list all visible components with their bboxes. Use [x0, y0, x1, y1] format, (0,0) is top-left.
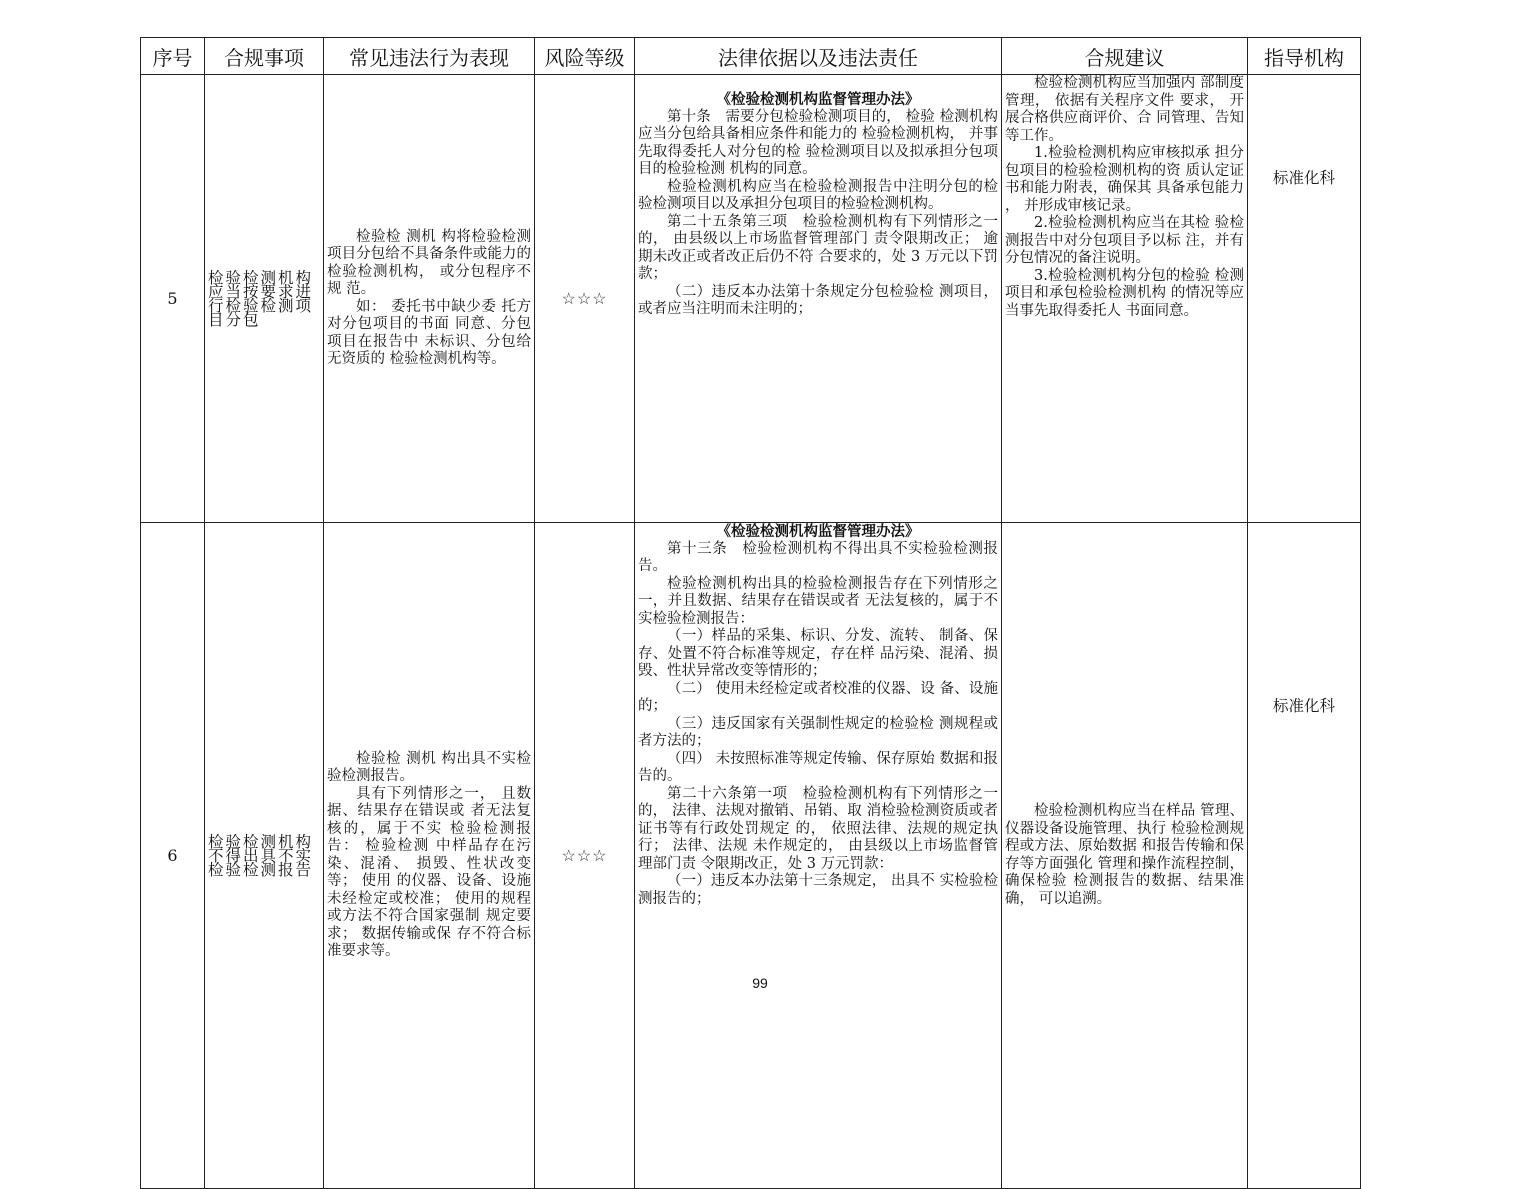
law-paragraph: （三）违反国家有关强制性规定的检验检 测规程或者方法的； — [638, 715, 998, 749]
compliance-suggestion-cell — [1002, 523, 1248, 1189]
legal-basis-cell — [635, 75, 1002, 523]
header-risk: 风险等级 — [535, 38, 635, 75]
law-paragraph: 检验检测机构应当在检验检测报告中注明分包的检验检测项目以及承担分包项目的检验检测机构。 — [638, 178, 998, 212]
violation-behavior-cell — [324, 75, 535, 523]
law-paragraph: 第十三条 检验检测机构不得出具不实检验检测报告。 — [638, 540, 998, 574]
row-number: 5 — [141, 75, 205, 523]
behavior-paragraph: 具有下列情形之一， 且数据、结果存在错误或 者无法复核的，属于不实 检验检测报告： 检验检测 中样品存在污染、混淆、 损毁、性状改变等； 使用 的仪器、设备、设施未经检定或校准； 使用的规程 或方法不符合国家强制 规定要求； 数据传输或保 存不符合标准要求等。 — [327, 785, 531, 959]
suggestion-paragraph: 检验检测机构应当在样品 管理、仪器设备设施管理、执行 检验检测规程或方法、原始数据 和报告传输和保存等方面强化 管理和操作流程控制， 确保检验 检测报告的数据、结果准确， 可以追溯。 — [1005, 803, 1244, 907]
risk-level: ☆☆☆ — [535, 523, 635, 1189]
compliance-item-cell — [205, 523, 324, 1189]
legal-basis-cell — [635, 523, 1002, 1189]
law-paragraph: （四） 未按照标准等规定传输、保存原始 数据和报告的。 — [638, 750, 998, 784]
header-row — [141, 38, 1361, 75]
page-number: 99 — [752, 975, 768, 991]
compliance-item: 检验检测机构不得出具不实检验检测报告 — [208, 832, 314, 879]
behavior-paragraph: 检验检 测机 构将检验检测项目分包给不具备条件或能力的检验检测机构， 或分包程序不规 范。 — [327, 228, 531, 297]
law-paragraph: （二）违反本办法第十条规定分包检验检 测项目，或者应当注明而未注明的； — [638, 283, 998, 317]
law-paragraph: 检验检测机构出具的检验检测报告存在下列情形之一，并且数据、结果存在错误或者 无法复核的，属于不实检验检测报告： — [638, 575, 998, 627]
behavior-paragraph: 如： 委托书中缺少委 托方对分包项目的书面 同意、分包项目在报告中 未标识、分包给无资质的 检验检测机构等。 — [327, 298, 531, 367]
suggestion-paragraph: 1.检验检测机构应审核拟承 担分包项目的检验检测机构的资 质认定证书和能力附表，确保其 具备承包能力 ， 并形成审核记录。 — [1005, 145, 1244, 214]
behavior-paragraph: 检验检 测机 构出具不实检验检测报告。 — [327, 750, 531, 784]
risk-level: ☆☆☆ — [535, 75, 635, 523]
compliance-item-cell — [205, 75, 324, 523]
law-paragraph: 第十条 需要分包检验检测项目的， 检验 检测机构应当分包给具备相应条件和能力的 检验检测机构， 并事先取得委托人对分包的检 验检测项目以及拟承担分包项目的检验检测 机构的同意。 — [638, 108, 998, 177]
law-title: 《检验检测机构监督管理办法》 — [716, 523, 920, 540]
header-item: 合规事项 — [205, 38, 324, 75]
law-paragraph: （一）样品的采集、标识、分发、流转、 制备、保存、处置不符合标准等规定，存在样 品污染、混淆、损毁、性状异常改变等情形的； — [638, 628, 998, 679]
header-org: 指导机构 — [1248, 38, 1361, 75]
compliance-table — [140, 37, 1361, 1189]
header-suggest: 合规建议 — [1002, 38, 1248, 75]
law-paragraph: 第二十六条第一项 检验检测机构有下列情形之一的， 法律、法规对撤销、吊销、取 消检验检测资质或者证书等有行政处罚规定 的， 依照法律、法规的规定执行； 法律、法规 未作规定的， 由县级以上市场监督管理部门责 令限期改正，处 3 万元罚款： — [638, 785, 998, 872]
table-row — [141, 75, 1361, 523]
guiding-org: 标准化科 — [1248, 523, 1361, 1189]
law-paragraph: （二） 使用未经检定或者校准的仪器、设 备、设施的； — [638, 680, 998, 714]
violation-behavior-cell — [324, 523, 535, 1189]
header-law: 法律依据以及违法责任 — [635, 38, 1002, 75]
guiding-org: 标准化科 — [1248, 75, 1361, 523]
suggestion-paragraph: 2.检验检测机构应当在其检 验检测报告中对分包项目予以标 注，并有分包情况的备注说明。 — [1005, 215, 1244, 266]
law-paragraph: （一）违反本办法第十三条规定， 出具不 实检验检测报告的； — [638, 873, 998, 907]
law-title: 《检验检测机构监督管理办法》 — [716, 91, 920, 108]
suggestion-paragraph: 3.检验检测机构分包的检验 检测项目和承包检验检测机构 的情况等应当事先取得委托人 书面同意。 — [1005, 267, 1244, 319]
header-num: 序号 — [141, 38, 205, 75]
row-number: 6 — [141, 523, 205, 1189]
suggestion-paragraph: 检验检测机构应当加强内 部制度管理， 依据有关程序文件 要求， 开展合格供应商评价、合 同管理、告知等工作。 — [1005, 75, 1244, 144]
header-behavior: 常见违法行为表现 — [324, 38, 535, 75]
table-row — [141, 523, 1361, 1189]
compliance-suggestion-cell — [1002, 75, 1248, 523]
compliance-item: 检验检测机构应当按要求进行检验检测项目分包 — [208, 268, 314, 329]
law-paragraph: 第二十五条第三项 检验检测机构有下列情形之一的， 由县级以上市场监督管理部门 责令限期改正； 逾期未改正或者改正后仍不符 合要求的，处 3 万元以下罚款； — [638, 213, 998, 282]
